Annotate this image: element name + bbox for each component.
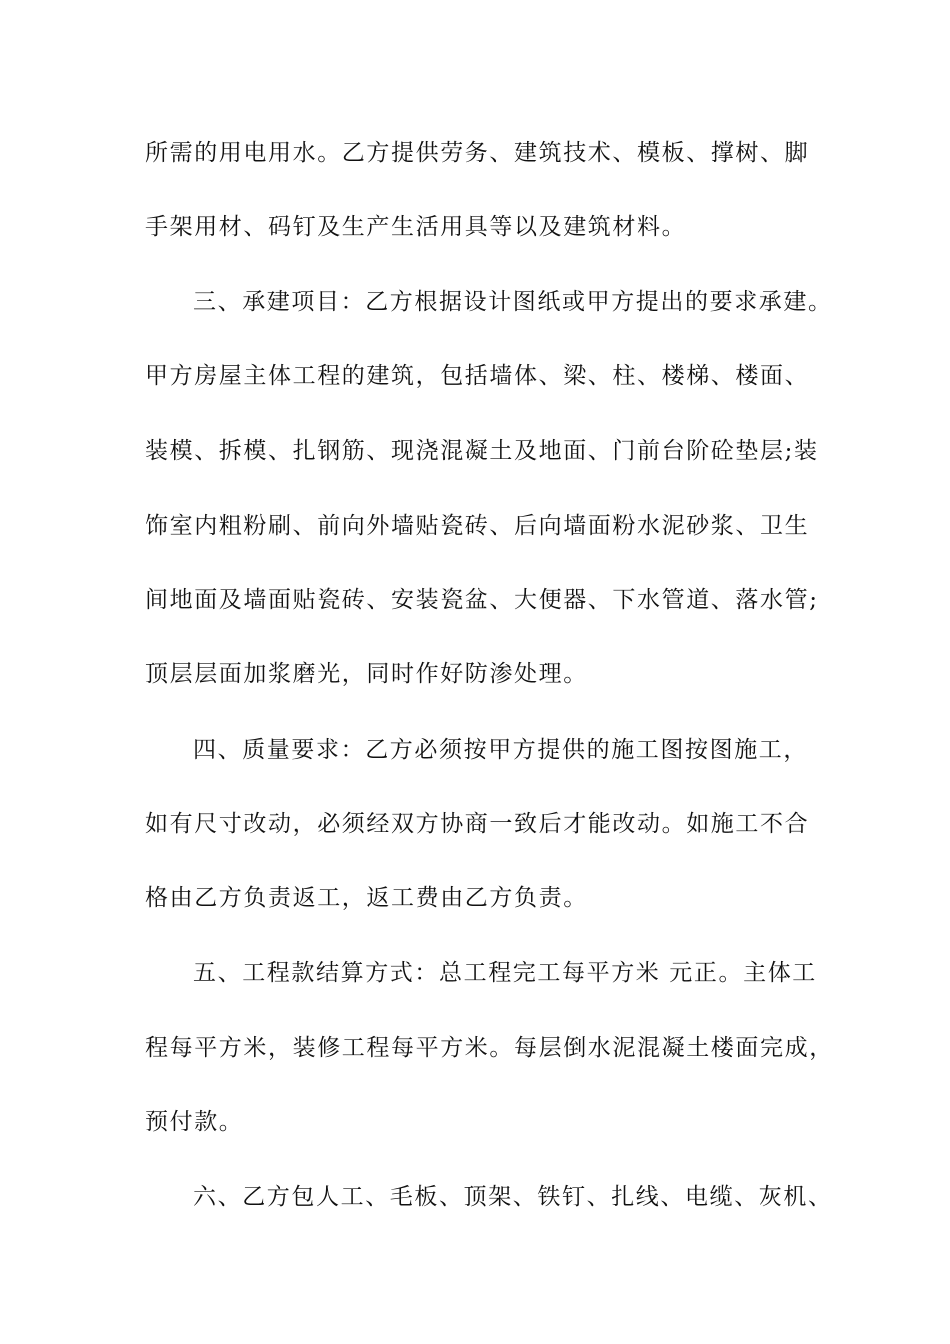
paragraph-line: 程每平方米，装修工程每平方米。每层倒水泥混凝土楼面完成， <box>145 1035 834 1061</box>
section-3-heading-line: 三、承建项目：乙方根据设计图纸或甲方提出的要求承建。 <box>193 289 833 315</box>
paragraph-line: 预付款。 <box>145 1109 244 1135</box>
paragraph-line: 手架用材、码钉及生产生活用具等以及建筑材料。 <box>145 214 687 240</box>
section-6-heading-line: 六、乙方包人工、毛板、顶架、铁钉、扎线、电缆、灰机、 <box>193 1184 833 1210</box>
paragraph-line: 间地面及墙面贴瓷砖、安装瓷盆、大便器、下水管道、落水管; <box>145 587 819 613</box>
paragraph-line: 甲方房屋主体工程的建筑，包括墙体、梁、柱、楼梯、楼面、 <box>145 363 810 389</box>
paragraph-line: 格由乙方负责返工，返工费由乙方负责。 <box>145 885 588 911</box>
paragraph-line: 所需的用电用水。乙方提供劳务、建筑技术、模板、撑树、脚 <box>145 140 810 166</box>
paragraph-line: 装模、拆模、扎钢筋、现浇混凝土及地面、门前台阶砼垫层;装 <box>145 438 819 464</box>
paragraph-line: 如有尺寸改动，必须经双方协商一致后才能改动。如施工不合 <box>145 811 810 837</box>
section-5-heading-line: 五、工程款结算方式：总工程完工每平方米 元正。主体工 <box>193 960 817 986</box>
paragraph-line: 饰室内粗粉刷、前向外墙贴瓷砖、后向墙面粉水泥砂浆、卫生 <box>145 513 810 539</box>
paragraph-line: 顶层层面加浆磨光，同时作好防渗处理。 <box>145 661 588 687</box>
section-4-heading-line: 四、质量要求：乙方必须按甲方提供的施工图按图施工， <box>193 737 808 763</box>
